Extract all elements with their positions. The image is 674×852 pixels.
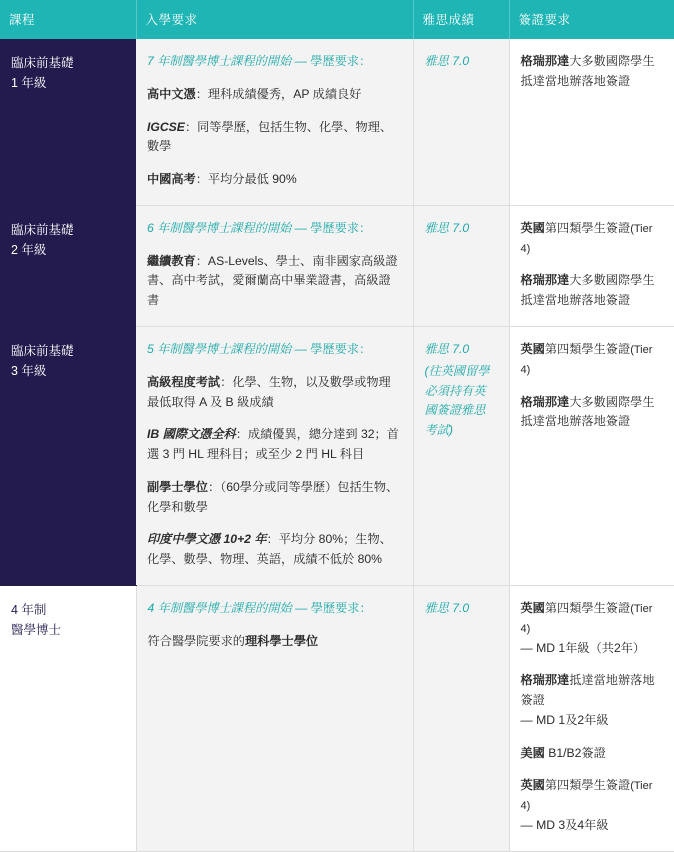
cell-visa [509, 585, 674, 851]
column-header-entry-requirements: 入學要求 [136, 0, 413, 39]
column-header-visa: 簽證要求 [509, 0, 674, 39]
entry-requirement-item: 高級程度考試：化學、生物，以及數學或物理最低取得 A 及 B 級成績 [147, 374, 391, 409]
course-line: 3 年級 [11, 363, 47, 378]
course-line: 4 年制 [11, 602, 47, 617]
table-body [0, 39, 674, 851]
course-line: 臨床前基礎 [11, 56, 74, 70]
ielts-score: 雅思 7.0 [424, 220, 470, 235]
course-line: 1 年級 [11, 76, 47, 90]
entry-requirement-item: IB 國際文憑全科：成績優異，總分達到 32；首選 3 門 HL 理科目；或至少 2 門 HL 科目 [147, 427, 399, 462]
course-line: 臨床前基礎 [11, 343, 74, 358]
visa-subline: — MD 1年級（共2年） [520, 640, 646, 655]
entry-heading: 4 年制醫學博士課程的開始 — 學歷要求： [147, 600, 372, 615]
course-line: 臨床前基礎 [11, 222, 74, 237]
entry-requirement-item: 中國高考：平均分最低 90% [147, 172, 297, 187]
entry-heading: 6 年制醫學博士課程的開始 — 學歷要求： [147, 220, 372, 235]
cell-entry-requirements [136, 39, 413, 205]
cell-course [0, 585, 136, 851]
visa-item: 美國 B1/B2簽證 [520, 745, 606, 760]
visa-item: 格瑞那達大多數國際學生抵達當地辦落地簽證 [520, 273, 655, 308]
visa-item: 英國第四類學生簽證(Tier 4) [520, 220, 653, 255]
entry-requirement-item: 符合醫學院要求的理科學士學位 [147, 633, 319, 648]
cell-course [0, 326, 136, 585]
cell-visa [509, 39, 674, 205]
table-header-row [0, 0, 674, 39]
table-row [0, 326, 674, 585]
ielts-score: 雅思 7.0 [424, 54, 470, 68]
visa-tier-note: (Tier 4) [520, 602, 653, 635]
table-row [0, 585, 674, 851]
visa-subline: — MD 3及4年級 [520, 817, 609, 832]
ielts-score: 雅思 7.0 [424, 341, 470, 356]
entry-requirement-item: 繼續教育：AS-Levels、學士、南非國家高級證書、高中考試，愛爾蘭高中畢業證書，高級證書 [147, 253, 398, 308]
cell-visa [509, 205, 674, 326]
ielts-score: 雅思 7.0 [424, 600, 470, 615]
entry-requirement-item: 印度中學文憑 10+2 年：平均分 80%；生物、化學、數學、物理、英語，成績不低於 80% [147, 532, 392, 567]
entry-heading: 5 年制醫學博士課程的開始 — 學歷要求： [147, 341, 372, 356]
visa-item: 格瑞那達大多數國際學生抵達當地辦落地簽證 [520, 54, 655, 88]
visa-item: 英國第四類學生簽證(Tier 4) — MD 1年級（共2年） [521, 599, 664, 658]
course-line: 醫學博士 [11, 622, 62, 637]
table-row [0, 205, 674, 326]
ielts-note: (往英國留學必須持有英國簽證雅思考試) [424, 363, 490, 438]
visa-item: 格瑞那達大多數國際學生抵達當地辦落地簽證 [520, 394, 655, 429]
cell-entry-requirements [136, 585, 413, 851]
table-header [0, 0, 674, 39]
cell-ielts [413, 585, 509, 851]
visa-tier-note: (Tier 4) [520, 780, 653, 813]
visa-item: 格瑞那達抵達當地辦落地簽證 — MD 1及2年級 [521, 671, 664, 730]
table-row [0, 39, 674, 205]
visa-tier-note: (Tier 4) [520, 343, 653, 376]
cell-visa [509, 326, 674, 585]
cell-ielts [413, 326, 509, 585]
column-header-course: 課程 [0, 0, 136, 39]
entry-heading: 7 年制醫學博士課程的開始 — 學歷要求： [147, 54, 372, 68]
visa-item: 英國第四類學生簽證(Tier 4) — MD 3及4年級 [521, 776, 664, 835]
visa-tier-note: (Tier 4) [520, 222, 653, 255]
cell-entry-requirements [136, 205, 413, 326]
cell-ielts [413, 205, 509, 326]
cell-ielts [413, 39, 509, 205]
visa-item: 英國第四類學生簽證(Tier 4) [520, 341, 653, 376]
cell-course [0, 205, 136, 326]
entry-requirement-item: 高中文憑：理科成績優秀，AP 成績良好 [147, 86, 362, 101]
column-header-ielts: 雅思成績 [413, 0, 509, 39]
cell-course [0, 39, 136, 205]
cell-entry-requirements [136, 326, 413, 585]
entry-requirement-item: 副學士學位：（60學分或同等學歷）包括生物、化學和數學 [147, 479, 399, 514]
visa-subline: — MD 1及2年級 [520, 712, 609, 727]
entry-requirement-item: IGCSE：同等學歷，包括生物、化學、物理、數學 [147, 119, 393, 154]
course-line: 2 年級 [11, 242, 47, 257]
